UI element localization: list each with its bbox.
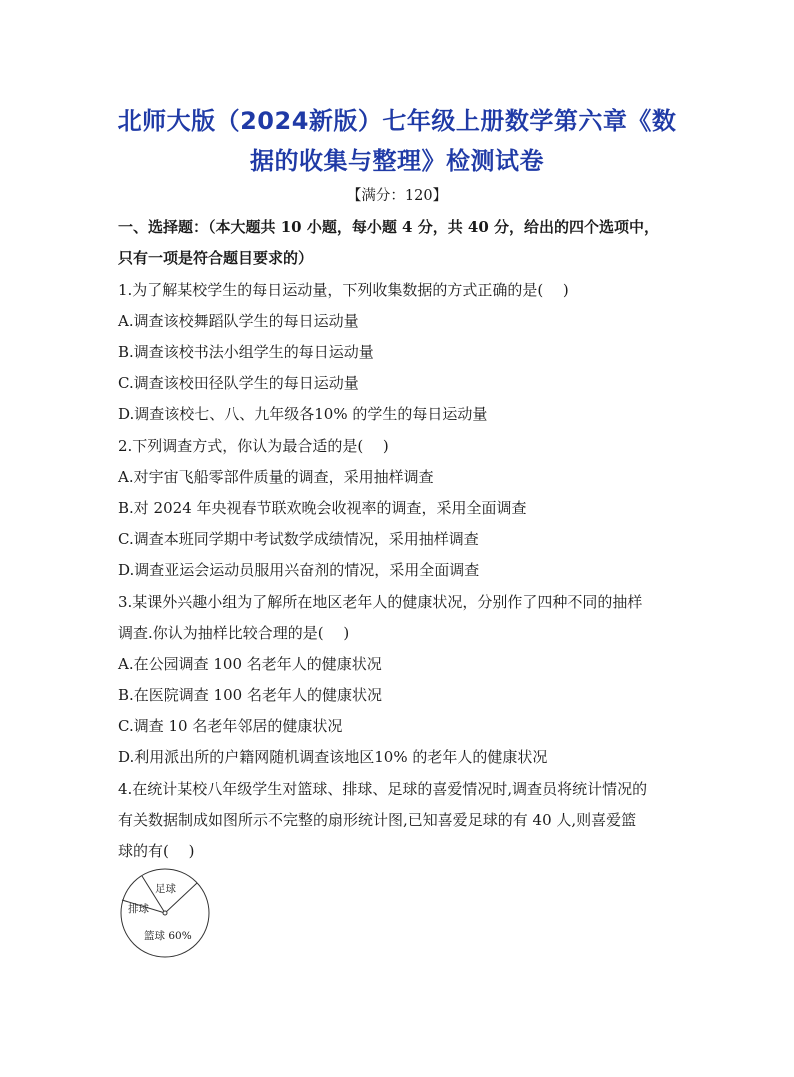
question-1-option-d: D.调查该校七、八、九年级各10% 的学生的每日运动量 <box>118 405 488 423</box>
question-2-option-a: A.对宇宙飞船零部件质量的调查，采用抽样调查 <box>118 468 434 486</box>
question-1-stem: 1.为了解某校学生的每日运动量，下列收集数据的方式正确的是( ) <box>118 281 569 299</box>
question-2-stem: 2.下列调查方式，你认为最合适的是( ) <box>118 437 389 455</box>
question-2-option-c: C.调查本班同学期中考试数学成绩情况，采用抽样调查 <box>118 530 479 548</box>
full-score: 【满分：120】 <box>346 188 448 204</box>
pie-chart-figure <box>118 866 214 962</box>
question-1-option-a: A.调查该校舞蹈队学生的每日运动量 <box>118 312 359 330</box>
question-3-option-b: B.在医院调查 100 名老年人的健康状况 <box>118 686 382 704</box>
section-heading-line-2: 只有一项是符合题目要求的） <box>118 249 314 267</box>
exam-title-line-1: 北师大版（2024新版）七年级上册数学第六章《数 <box>117 107 677 135</box>
pie-label-volleyball: 排球 <box>128 903 149 915</box>
section-heading-line-1: 一、选择题：（本大题共 10 小题，每小题 4 分，共 40 分，给出的四个选项中， <box>118 218 660 236</box>
question-3-stem-line-1: 3.某课外兴趣小组为了解所在地区老年人的健康状况，分别作了四种不同的抽样 <box>118 593 643 611</box>
pie-label-basketball: 篮球 60% <box>144 930 192 942</box>
question-3-option-c: C.调查 10 名老年邻居的健康状况 <box>118 717 343 735</box>
question-4-stem-line-3: 球的有( ) <box>118 842 195 860</box>
pie-label-football: 足球 <box>155 883 176 895</box>
exam-title-line-2: 据的收集与整理》检测试卷 <box>250 147 544 175</box>
question-4-stem-line-1: 4.在统计某校八年级学生对篮球、排球、足球的喜爱情况时,调查员将统计情况的 <box>118 780 648 798</box>
question-2-option-d: D.调查亚运会运动员服用兴奋剂的情况，采用全面调查 <box>118 561 480 579</box>
question-1-option-c: C.调查该校田径队学生的每日运动量 <box>118 374 359 392</box>
question-3-option-a: A.在公园调查 100 名老年人的健康状况 <box>118 655 382 673</box>
question-3-option-d: D.利用派出所的户籍网随机调查该地区10% 的老年人的健康状况 <box>118 748 548 766</box>
question-1-option-b: B.调查该校书法小组学生的每日运动量 <box>118 343 374 361</box>
question-4-stem-line-2: 有关数据制成如图所示不完整的扇形统计图,已知喜爱足球的有 40 人,则喜爱篮 <box>118 811 637 829</box>
question-3-stem-line-2: 调查.你认为抽样比较合理的是( ) <box>118 624 350 642</box>
pie-center-dot <box>163 911 167 915</box>
question-2-option-b: B.对 2024 年央视春节联欢晚会收视率的调查，采用全面调查 <box>118 499 527 517</box>
